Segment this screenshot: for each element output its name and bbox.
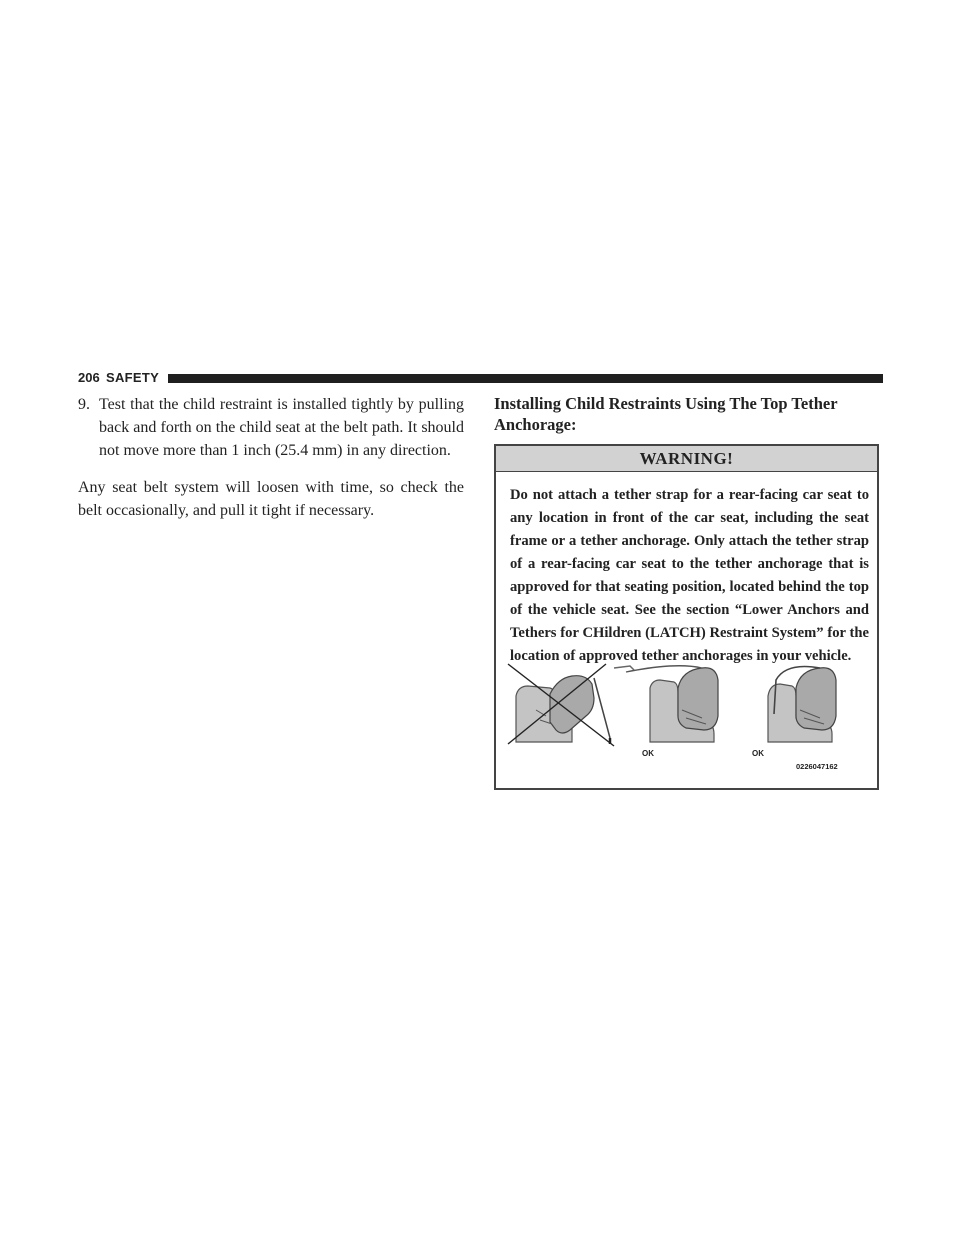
left-column — [78, 393, 464, 522]
seat-incorrect-illustration — [508, 664, 614, 746]
figure-label-ok-1: OK — [642, 749, 654, 758]
seat-ok-illustration-2 — [752, 667, 836, 759]
section-heading: Installing Child Restraints Using The Top Tether Anchorage: — [494, 394, 838, 434]
step-9 — [78, 393, 464, 462]
right-column — [494, 393, 882, 435]
seat-ok-illustration-1 — [614, 666, 718, 758]
step-text: Test that the child restraint is installed tightly by pulling back and forth on the child seat at the belt path. It should not move more than 1 inch (25.4 mm) in any direction. — [99, 396, 464, 459]
section-title: SAFETY — [106, 370, 160, 385]
figure-code: 0226047162 — [796, 762, 838, 771]
tether-illustration — [506, 658, 868, 776]
warning-text: Do not attach a tether strap for a rear-facing car seat to any location in front of the car seat, including the seat frame or a tether anchorage. Only attach the tether strap of a rear-facing car seat to the tether anchorage that is approved for that seating position, located behind the top of the vehicle seat. See the section “Lower Anchors and Tethers for CHildren (LATCH) Restraint System” for the location of approved tether anchorages in your vehicle. — [510, 487, 869, 664]
warning-box — [494, 444, 879, 790]
warning-title: WARNING! — [496, 446, 877, 472]
page-number: 206 — [78, 370, 100, 385]
belt-paragraph: Any seat belt system will loosen with time, so check the belt occasionally, and pull it tight if necessary. — [78, 479, 464, 519]
step-number: 9. — [78, 396, 90, 413]
figure-label-ok-2: OK — [752, 749, 764, 758]
page-header — [78, 371, 883, 385]
header-rule — [168, 374, 883, 383]
